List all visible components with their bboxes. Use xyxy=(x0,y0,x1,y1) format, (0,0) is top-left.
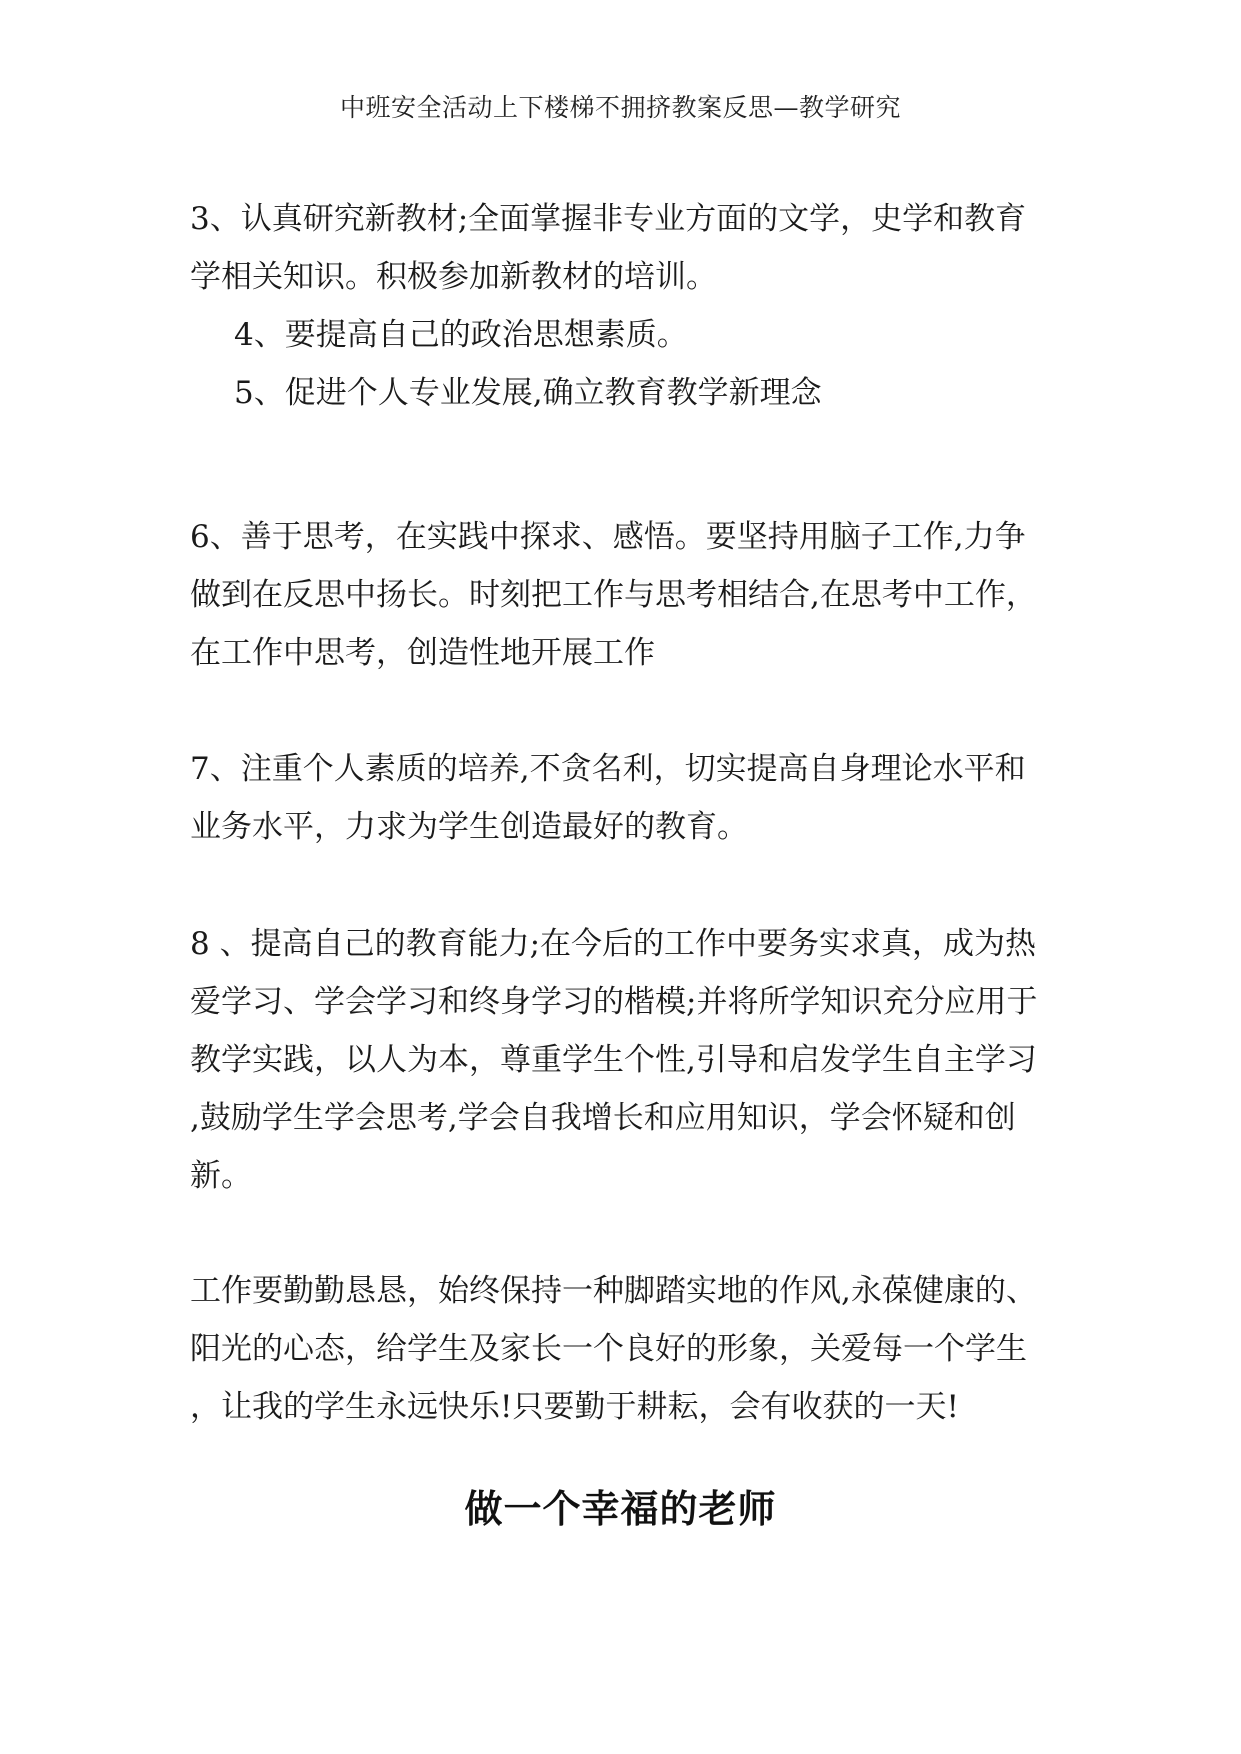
paragraph-line: 7、注重个人素质的培养,不贪名利，切实提高自身理论水平和 xyxy=(190,751,1026,787)
paragraph-item-3 xyxy=(190,190,1060,306)
paragraph-line: 学相关知识。积极参加新教材的培训。 xyxy=(190,259,717,295)
paragraph-line: 业务水平，力求为学生创造最好的教育。 xyxy=(190,809,748,845)
paragraph-line: 6、善于思考，在实践中探求、感悟。要坚持用脑子工作,力争 xyxy=(190,519,1026,555)
paragraph-item-7 xyxy=(190,740,1060,856)
paragraph-line: 教学实践，以人为本，尊重学生个性,引导和启发学生自主学习 xyxy=(190,1042,1037,1078)
paragraph-line: 8 、提高自己的教育能力;在今后的工作中要务实求真，成为热 xyxy=(190,926,1037,962)
section-title: 做一个幸福的老师 xyxy=(464,1486,777,1531)
paragraph-closing xyxy=(190,1262,1060,1436)
paragraph-item-8 xyxy=(190,915,1060,1205)
paragraph-line: 阳光的心态，给学生及家长一个良好的形象，关爱每一个学生 xyxy=(190,1331,1027,1367)
paragraph-line: 工作要勤勤恳恳，始终保持一种脚踏实地的作风,永葆健康的、 xyxy=(190,1273,1037,1309)
running-header: 中班安全活动上下楼梯不拥挤教案反思—教学研究 xyxy=(339,93,901,122)
paragraph-line: 在工作中思考，创造性地开展工作 xyxy=(190,635,655,671)
paragraph-item-6 xyxy=(190,508,1060,682)
paragraph-item-5 xyxy=(190,364,1060,422)
paragraph-line: 4、要提高自己的政治思想素质。 xyxy=(234,317,688,353)
paragraph-line: 做到在反思中扬长。时刻把工作与思考相结合,在思考中工作， xyxy=(190,577,1037,613)
paragraph-line: 爱学习、学会学习和终身学习的楷模;并将所学知识充分应用于 xyxy=(190,984,1038,1020)
paragraph-line: 新。 xyxy=(190,1158,252,1194)
paragraph-line: ，让我的学生永远快乐!只要勤于耕耘，会有收获的一天! xyxy=(190,1389,959,1425)
paragraph-item-4 xyxy=(190,306,1060,364)
paragraph-line: 3、认真研究新教材;全面掌握非专业方面的文学，史学和教育 xyxy=(190,201,1027,237)
paragraph-line: ,鼓励学生学会思考,学会自我增长和应用知识，学会怀疑和创 xyxy=(190,1100,1016,1136)
paragraph-line: 5、促进个人专业发展,确立教育教学新理念 xyxy=(234,375,822,411)
